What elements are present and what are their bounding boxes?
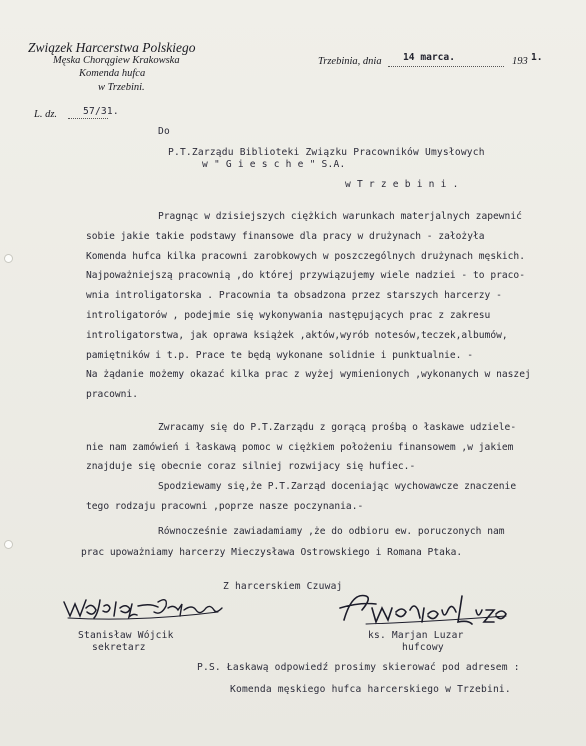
letterhead-org: Związek Harcerstwa Polskiego [28,40,196,55]
postscript-line1: P.S. Łaskawą odpowiedź prosimy skierować pod adresem : [197,662,520,673]
body-line: introligatorów , podejmie się wykonywania następujących prac z zakresu [86,310,491,321]
ldz-label: L. dz. [34,109,58,120]
ldz-dotted-line [68,118,108,119]
date-year-suffix: 1. [531,52,543,63]
body-line: tego rodzaju pracowni ,poprze nasze poczynania.- [86,501,364,512]
signatory-left-name: Stanisław Wójcik [78,630,174,641]
letterhead-sub3: w Trzebini. [98,82,145,93]
body-line: pamiętników i t.p. Prace te będą wykonane solidnie i punktualnie. - [86,350,473,361]
signatory-right-title: hufcowy [402,642,444,653]
address-to: Do [158,126,170,137]
date-year-prefix: 193 [512,56,528,67]
body-line: prac upoważniamy harcerzy Mieczysława Ostrowskiego i Romana Ptaka. [81,547,463,558]
body-line: nie nam zamówień i łaskawą pomoc w ciężkiem położeniu finansowem ,w jakiem [86,442,514,453]
signature-right-image [338,588,510,628]
date-dotted-line [388,66,504,67]
body-line: Zwracamy się do P.T.Zarządu z gorącą prośbą o łaskawe udziele- [158,422,517,433]
signature-left-image [60,594,230,624]
signatory-right-name: ks. Marjan Luzar [368,630,464,641]
body-line: Komenda hufca kilka pracowni zarobkowych w poszczególnych drużynach męskich. [86,251,525,262]
body-line: Najpoważniejszą pracownią ,do której przywiązujemy wiele nadziei - to praco- [86,270,525,281]
body-line: introligatorstwa, jak oprawa książek ,aktów,wyrób notesów,teczek,albumów, [86,330,508,341]
closing-greeting: Z harcerskiem Czuwaj [223,581,343,592]
punch-hole [4,540,13,549]
body-line: Spodziewamy się,że P.T.Zarząd doceniając wychowawcze znaczenie [158,481,517,492]
signatory-left-title: sekretarz [92,642,146,653]
date-day-month: 14 marca. [403,52,455,63]
body-line: Pragnąc w dzisiejszych ciężkich warunkach materjalnych zapewnić [158,211,522,222]
address-line2: w " G i e s c h e " S.A. [202,159,346,170]
date-place: Trzebinia, dnia [318,56,382,67]
body-line: znajduje się obecnie coraz silniej rozwijacy się hufiec.- [86,461,416,472]
body-line: sobie jakie takie podstawy finansowe dla pracy w drużynach - założyła [86,231,485,242]
body-line: Na żądanie możemy okazać kilka prac z wyżej wymienionych ,wykonanych w naszej [86,369,531,380]
ldz-number: 57/31. [83,106,119,117]
letterhead-sub1: Męska Chorągiew Krakowska [53,55,180,66]
postscript-line2: Komenda męskiego hufca harcerskiego w Trzebini. [230,684,511,695]
body-line: pracowni. [86,389,138,400]
punch-hole [4,254,13,263]
body-line: Równocześnie zawiadamiamy ,że do odbioru ew. poruczonych nam [158,526,505,537]
body-line: wnia introligatorska . Pracownia ta obsadzona przez starszych harcerzy - [86,290,502,301]
address-line3: w T r z e b i n i . [345,179,459,190]
letterhead-sub2: Komenda hufca [79,68,146,79]
address-line1: P.T.Zarządu Biblioteki Związku Pracowników Umysłowych [168,147,485,158]
